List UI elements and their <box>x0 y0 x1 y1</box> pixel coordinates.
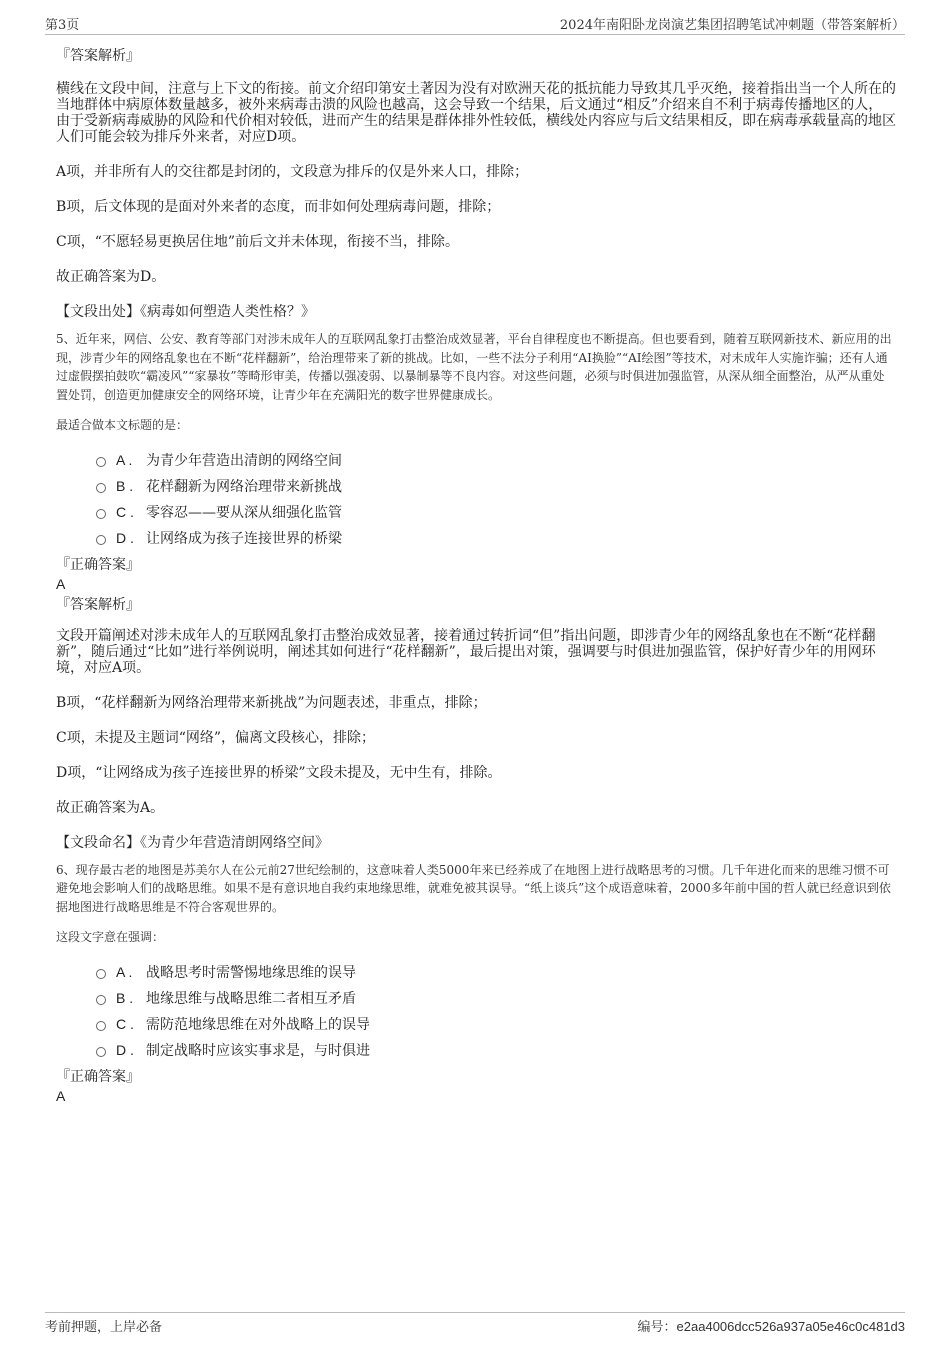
option-b[interactable]: B . 地缘思维与战略思维二者相互矛盾 <box>96 985 896 1011</box>
option-c-analysis: C项，“不愿轻易更换居住地”前后文并未体现，衔接不当，排除。 <box>56 234 460 250</box>
question-6-prompt: 这段文字意在强调： <box>56 930 165 944</box>
passage-source: 【文段出处】《病毒如何塑造人类性格？》 <box>56 304 315 320</box>
question-5-options <box>56 447 896 551</box>
option-c[interactable]: C . 需防范地缘思维在对外战略上的误导 <box>96 1011 896 1037</box>
footer-slogan: 考前押题，上岸必备 <box>45 1320 163 1335</box>
radio-icon[interactable] <box>96 509 106 519</box>
radio-icon[interactable] <box>96 457 106 467</box>
code-label: 编号： <box>637 1320 677 1335</box>
page-content <box>56 46 896 1105</box>
conclusion: 故正确答案为D。 <box>56 269 166 285</box>
analysis-text: 文段开篇阐述对涉未成年人的互联网乱象打击整治成效显著，接着通过转折词“但”指出问题，即涉青少年的网络乱象也在不断“花样翻新”，随后通过“比如”进行举例说明，阐述其如何进行“花样翻新”，最后提出对策，强调要与时俱进加强监管，保护好青少年的用网环境，对应A项。 <box>56 627 876 676</box>
conclusion: 故正确答案为A。 <box>56 799 165 816</box>
passage-title: 【文段命名】《为青少年营造清朗网络空间》 <box>56 834 329 851</box>
option-c-analysis: C项，未提及主题词“网络”，偏离文段核心，排除； <box>56 729 376 746</box>
analysis-label: 『答案解析』 <box>56 596 140 613</box>
option-b-analysis: B项，后文体现的是面对外来者的态度，而非如何处理病毒问题，排除； <box>56 199 501 215</box>
question-5-prompt: 最适合做本文标题的是： <box>56 418 189 432</box>
option-a-analysis: A项，并非所有人的交往都是封闭的，文段意为排斥的仅是外来人口，排除； <box>56 164 529 180</box>
radio-icon[interactable] <box>96 969 106 979</box>
code-value: e2aa4006dcc526a937a05e46c0c481d3 <box>676 1319 905 1334</box>
analysis-text: 横线在文段中间，注意与上下文的衔接。前文介绍印第安土著因为没有对欧洲天花的抵抗能力导致其几乎灭绝，接着指出当一个人所在的当地群体中病原体数量越多，被外来病毒击溃的风险也越高，这会导致一个结果，后文通过“相反”介绍来自不利于病毒传播地区的人，由于受新病毒威胁的风险和代价相对较低，进而产生的结果是群体排外性较低，横线处内容应与后文结果相反，即在病毒承载量高的地区人们可能会较为排斥外来者，对应D项。 <box>56 81 896 145</box>
question-6-options <box>56 959 896 1063</box>
option-d-analysis: D项，“让网络成为孩子连接世界的桥梁”文段未提及，无中生有，排除。 <box>56 764 502 781</box>
option-b[interactable]: B . 花样翻新为网络治理带来新挑战 <box>96 473 896 499</box>
document-code <box>638 1316 905 1335</box>
radio-icon[interactable] <box>96 1021 106 1031</box>
radio-icon[interactable] <box>96 995 106 1005</box>
option-d[interactable]: D . 让网络成为孩子连接世界的桥梁 <box>96 525 896 551</box>
page-header <box>45 14 905 35</box>
analysis-label: 『答案解析』 <box>56 48 140 64</box>
question-6-stem: 6、现存最古老的地图是苏美尔人在公元前27世纪绘制的，这意味着人类5000年来已经养成了在地图上进行战略思考的习惯。几千年进化而来的思维习惯不可避免地会影响人们的战略思维。如果不是有意识地自我约束地缘思维，就难免被其误导。“纸上谈兵”这个成语意味着，2000多年前中国的哲人就已经意识到依据地图进行战略思维是不符合客观世界的。 <box>56 862 891 914</box>
correct-answer-label: 『正确答案』 <box>56 1068 140 1085</box>
radio-icon[interactable] <box>96 1047 106 1057</box>
document-title: 2024年南阳卧龙岗演艺集团招聘笔试冲刺题（带答案解析） <box>559 18 905 33</box>
radio-icon[interactable] <box>96 535 106 545</box>
option-a[interactable]: A . 为青少年营造出清朗的网络空间 <box>96 447 896 473</box>
option-a[interactable]: A . 战略思考时需警惕地缘思维的误导 <box>96 959 896 985</box>
correct-answer-label: 『正确答案』 <box>56 556 140 573</box>
correct-answer: A <box>56 575 66 592</box>
option-c[interactable]: C . 零容忍——要从深从细强化监管 <box>96 499 896 525</box>
radio-icon[interactable] <box>96 483 106 493</box>
page-number: 第3页 <box>45 18 80 33</box>
question-5-stem: 5、近年来，网信、公安、教育等部门对涉未成年人的互联网乱象打击整治成效显著，平台自律程度也不断提高。但也要看到，随着互联网新技术、新应用的出现，涉青少年的网络乱象也在不断“花样翻新”，给治理带来了新的挑战。比如，一些不法分子利用“AI换脸”“AI绘图”等技术，对未成年人实施诈骗；还有人通过虚假摆拍鼓吹“霸凌风”“家暴妆”等畸形审美，传播以强凌弱、以暴制暴等不良内容。对这些问题，必须与时俱进加强监管，从深从细全面整治，从严从重处置处罚，创造更加健康安全的网络环境，让青少年在充满阳光的数字世界健康成长。 <box>56 332 892 402</box>
option-b-analysis: B项，“花样翻新为网络治理带来新挑战”为问题表述，非重点，排除； <box>56 694 487 711</box>
correct-answer: A <box>56 1087 66 1104</box>
option-d[interactable]: D . 制定战略时应该实事求是，与时俱进 <box>96 1037 896 1063</box>
page-footer <box>45 1312 905 1335</box>
